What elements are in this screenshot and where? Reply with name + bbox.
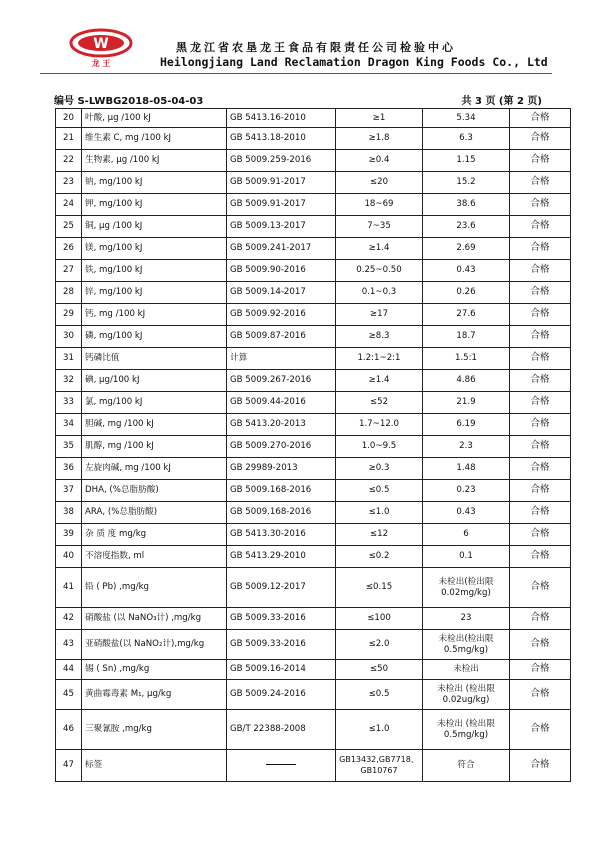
test-method-cell: GB 5009.24-2016: [227, 680, 336, 710]
row-number-cell: 27: [56, 260, 82, 282]
test-method-cell: GB 29989-2013: [227, 458, 336, 480]
requirement-cell: ≥1.4: [336, 238, 423, 260]
test-result-cell: 0.1: [423, 546, 510, 568]
test-method-cell: GB 5009.87-2016: [227, 326, 336, 348]
test-item-cell: 钠, mg/100 kJ: [82, 172, 227, 194]
table-row: [56, 680, 571, 710]
test-method-cell: GB 5009.241-2017: [227, 238, 336, 260]
table-row: [56, 216, 571, 238]
test-item-cell: 铅 ( Pb) ,mg/kg: [82, 568, 227, 608]
verdict-cell: 合格: [510, 414, 571, 436]
test-result-cell: 0.43: [423, 260, 510, 282]
test-result-cell: 未检出 (检出限 0.5mg/kg): [423, 710, 510, 750]
test-item-cell: 镁, mg/100 kJ: [82, 238, 227, 260]
row-number-cell: 30: [56, 326, 82, 348]
table-row: [56, 480, 571, 502]
requirement-cell: ≥17: [336, 304, 423, 326]
company-name-en: Heilongjiang Land Reclamation Dragon King Foods Co., Ltd: [160, 55, 548, 69]
table-row: [56, 608, 571, 630]
verdict-cell: 合格: [510, 304, 571, 326]
test-result-cell: 1.15: [423, 150, 510, 172]
table-row: [56, 750, 571, 782]
table-row: [56, 660, 571, 680]
verdict-cell: 合格: [510, 326, 571, 348]
requirement-cell: 0.25~0.50: [336, 260, 423, 282]
test-item-cell: 三聚氰胺 ,mg/kg: [82, 710, 227, 750]
table-row: [56, 150, 571, 172]
requirement-cell: ≤12: [336, 524, 423, 546]
test-result-cell: 未检出 (检出限 0.02ug/kg): [423, 680, 510, 710]
row-number-cell: 35: [56, 436, 82, 458]
test-method-cell: GB 5413.30-2016: [227, 524, 336, 546]
test-result-cell: 6.19: [423, 414, 510, 436]
verdict-cell: 合格: [510, 608, 571, 630]
test-result-cell: 15.2: [423, 172, 510, 194]
test-method-cell: GB 5009.168-2016: [227, 502, 336, 524]
company-logo: [68, 28, 134, 68]
row-number-cell: 28: [56, 282, 82, 304]
test-method-cell: GB 5009.13-2017: [227, 216, 336, 238]
test-item-cell: 碘, μg/100 kJ: [82, 370, 227, 392]
requirement-cell: ≤2.0: [336, 630, 423, 660]
test-item-cell: 标签: [82, 750, 227, 782]
test-result-cell: 2.69: [423, 238, 510, 260]
verdict-cell: 合格: [510, 568, 571, 608]
verdict-cell: 合格: [510, 260, 571, 282]
test-item-cell: 维生素 C, mg /100 kJ: [82, 128, 227, 150]
requirement-cell: ≥1.8: [336, 128, 423, 150]
requirement-cell: 18~69: [336, 194, 423, 216]
test-item-cell: 锌, mg/100 kJ: [82, 282, 227, 304]
test-result-cell: 18.7: [423, 326, 510, 348]
verdict-cell: 合格: [510, 546, 571, 568]
test-method-cell: GB 5009.12-2017: [227, 568, 336, 608]
test-result-cell: 4.86: [423, 370, 510, 392]
requirement-cell: 1.0~9.5: [336, 436, 423, 458]
table-row: [56, 568, 571, 608]
requirement-cell: ≥0.3: [336, 458, 423, 480]
test-method-cell: GB 5009.168-2016: [227, 480, 336, 502]
verdict-cell: 合格: [510, 480, 571, 502]
requirement-cell: 0.1~0.3: [336, 282, 423, 304]
row-number-cell: 32: [56, 370, 82, 392]
row-number-cell: 24: [56, 194, 82, 216]
verdict-cell: 合格: [510, 150, 571, 172]
test-method-cell: GB 5009.267-2016: [227, 370, 336, 392]
test-method-cell: GB 5009.90-2016: [227, 260, 336, 282]
row-number-cell: 33: [56, 392, 82, 414]
row-number-cell: 29: [56, 304, 82, 326]
dash-mark: [266, 764, 296, 765]
test-result-cell: 5.34: [423, 109, 510, 128]
letterhead: [0, 0, 595, 90]
test-result-cell: 未检出(检出限 0.5mg/kg): [423, 630, 510, 660]
row-number-cell: 25: [56, 216, 82, 238]
test-item-cell: 硝酸盐 (以 NaNO₃计) ,mg/kg: [82, 608, 227, 630]
table-row: [56, 630, 571, 660]
test-method-cell: GB 5413.20-2013: [227, 414, 336, 436]
verdict-cell: 合格: [510, 370, 571, 392]
test-result-cell: 未检出: [423, 660, 510, 680]
row-number-cell: 45: [56, 680, 82, 710]
table-row: [56, 348, 571, 370]
logo-letter: W: [93, 36, 109, 52]
test-result-cell: 6: [423, 524, 510, 546]
row-number-cell: 34: [56, 414, 82, 436]
test-result-cell: 2.3: [423, 436, 510, 458]
verdict-cell: 合格: [510, 348, 571, 370]
test-result-cell: 1.48: [423, 458, 510, 480]
test-item-cell: 叶酸, μg /100 kJ: [82, 109, 227, 128]
verdict-cell: 合格: [510, 216, 571, 238]
test-result-cell: 23: [423, 608, 510, 630]
table-row: [56, 392, 571, 414]
verdict-cell: 合格: [510, 680, 571, 710]
test-item-cell: 钾, mg/100 kJ: [82, 194, 227, 216]
test-method-cell: GB 5413.18-2010: [227, 128, 336, 150]
test-item-cell: 杂 质 度 mg/kg: [82, 524, 227, 546]
test-item-cell: 铜, μg /100 kJ: [82, 216, 227, 238]
requirement-cell: ≥8.3: [336, 326, 423, 348]
verdict-cell: 合格: [510, 128, 571, 150]
table-row: [56, 238, 571, 260]
test-method-cell: GB 5009.259-2016: [227, 150, 336, 172]
row-number-cell: 40: [56, 546, 82, 568]
requirement-cell: ≤52: [336, 392, 423, 414]
table-row: [56, 172, 571, 194]
requirement-cell: GB13432,GB7718、GB10767: [336, 750, 423, 782]
test-method-cell: GB 5009.14-2017: [227, 282, 336, 304]
verdict-cell: 合格: [510, 172, 571, 194]
row-number-cell: 46: [56, 710, 82, 750]
test-item-cell: 氯, mg/100 kJ: [82, 392, 227, 414]
test-method-cell: GB 5413.29-2010: [227, 546, 336, 568]
verdict-cell: 合格: [510, 750, 571, 782]
test-result-cell: 6.3: [423, 128, 510, 150]
test-item-cell: DHA, (%总脂肪酸): [82, 480, 227, 502]
inspection-results-table: [55, 108, 571, 782]
requirement-cell: ≤50: [336, 660, 423, 680]
test-method-cell: GB 5009.91-2017: [227, 194, 336, 216]
verdict-cell: 合格: [510, 458, 571, 480]
document-number: 编号 S-LWBG2018-05-04-03: [54, 96, 204, 107]
table-row: [56, 304, 571, 326]
test-item-cell: 亚硝酸盐(以 NaNO₂计),mg/kg: [82, 630, 227, 660]
test-item-cell: 铁, mg/100 kJ: [82, 260, 227, 282]
row-number-cell: 41: [56, 568, 82, 608]
test-method-cell: GB 5413.16-2010: [227, 109, 336, 128]
verdict-cell: 合格: [510, 436, 571, 458]
test-method-cell: GB 5009.16-2014: [227, 660, 336, 680]
test-item-cell: 肌醇, mg /100 kJ: [82, 436, 227, 458]
table-row: [56, 546, 571, 568]
test-result-cell: 未检出(检出限 0.02mg/kg): [423, 568, 510, 608]
test-method-cell: GB/T 22388-2008: [227, 710, 336, 750]
table-row: [56, 436, 571, 458]
table-row: [56, 194, 571, 216]
requirement-cell: ≥1: [336, 109, 423, 128]
test-result-cell: 38.6: [423, 194, 510, 216]
test-method-cell: GB 5009.270-2016: [227, 436, 336, 458]
test-method-cell: GB 5009.44-2016: [227, 392, 336, 414]
test-result-cell: 27.6: [423, 304, 510, 326]
table-row: [56, 458, 571, 480]
test-result-cell: 0.23: [423, 480, 510, 502]
test-item-cell: 不溶度指数, ml: [82, 546, 227, 568]
table-row: [56, 128, 571, 150]
test-item-cell: 锡 ( Sn) ,mg/kg: [82, 660, 227, 680]
row-number-cell: 23: [56, 172, 82, 194]
test-item-cell: ARA, (%总脂肪酸): [82, 502, 227, 524]
requirement-cell: ≤0.5: [336, 680, 423, 710]
verdict-cell: 合格: [510, 660, 571, 680]
row-number-cell: 26: [56, 238, 82, 260]
page-indicator: 共 3 页 (第 2 页): [461, 96, 542, 107]
test-result-cell: 21.9: [423, 392, 510, 414]
test-method-cell: [227, 750, 336, 782]
table-row: [56, 370, 571, 392]
row-number-cell: 47: [56, 750, 82, 782]
test-item-cell: 磷, mg/100 kJ: [82, 326, 227, 348]
requirement-cell: ≤0.2: [336, 546, 423, 568]
row-number-cell: 44: [56, 660, 82, 680]
table-row: [56, 326, 571, 348]
row-number-cell: 39: [56, 524, 82, 546]
test-result-cell: 1.5:1: [423, 348, 510, 370]
test-method-cell: GB 5009.33-2016: [227, 630, 336, 660]
verdict-cell: 合格: [510, 710, 571, 750]
verdict-cell: 合格: [510, 524, 571, 546]
verdict-cell: 合格: [510, 630, 571, 660]
company-name-cn: 黑龙江省农垦龙王食品有限责任公司检验中心: [176, 41, 456, 54]
verdict-cell: 合格: [510, 282, 571, 304]
test-method-cell: GB 5009.92-2016: [227, 304, 336, 326]
test-item-cell: 胆碱, mg /100 kJ: [82, 414, 227, 436]
header-divider: [40, 73, 552, 74]
requirement-cell: 1.7~12.0: [336, 414, 423, 436]
requirement-cell: ≤0.15: [336, 568, 423, 608]
requirement-cell: ≤1.0: [336, 502, 423, 524]
row-number-cell: 38: [56, 502, 82, 524]
verdict-cell: 合格: [510, 194, 571, 216]
test-result-cell: 0.26: [423, 282, 510, 304]
requirement-cell: ≥1.4: [336, 370, 423, 392]
requirement-cell: ≤0.5: [336, 480, 423, 502]
test-result-cell: 符合: [423, 750, 510, 782]
table-row: [56, 260, 571, 282]
requirement-cell: 7~35: [336, 216, 423, 238]
test-method-cell: GB 5009.91-2017: [227, 172, 336, 194]
table-row: [56, 282, 571, 304]
requirement-cell: ≥0.4: [336, 150, 423, 172]
test-item-cell: 左旋肉碱, mg /100 kJ: [82, 458, 227, 480]
row-number-cell: 43: [56, 630, 82, 660]
verdict-cell: 合格: [510, 392, 571, 414]
test-item-cell: 黄曲霉毒素 M₁, μg/kg: [82, 680, 227, 710]
table-row: [56, 109, 571, 128]
row-number-cell: 36: [56, 458, 82, 480]
row-number-cell: 21: [56, 128, 82, 150]
verdict-cell: 合格: [510, 502, 571, 524]
row-number-cell: 20: [56, 109, 82, 128]
table-row: [56, 710, 571, 750]
requirement-cell: ≤100: [336, 608, 423, 630]
row-number-cell: 42: [56, 608, 82, 630]
test-item-cell: 生物素, μg /100 kJ: [82, 150, 227, 172]
test-item-cell: 钙, mg /100 kJ: [82, 304, 227, 326]
requirement-cell: 1.2:1~2:1: [336, 348, 423, 370]
test-result-cell: 23.6: [423, 216, 510, 238]
table-row: [56, 414, 571, 436]
row-number-cell: 37: [56, 480, 82, 502]
row-number-cell: 31: [56, 348, 82, 370]
requirement-cell: ≤1.0: [336, 710, 423, 750]
test-method-cell: 计算: [227, 348, 336, 370]
row-number-cell: 22: [56, 150, 82, 172]
table-row: [56, 502, 571, 524]
test-method-cell: GB 5009.33-2016: [227, 608, 336, 630]
logo-subtext: 龙 王: [91, 59, 111, 68]
table-row: [56, 524, 571, 546]
test-result-cell: 0.43: [423, 502, 510, 524]
requirement-cell: ≤20: [336, 172, 423, 194]
verdict-cell: 合格: [510, 109, 571, 128]
verdict-cell: 合格: [510, 238, 571, 260]
test-item-cell: 钙磷比值: [82, 348, 227, 370]
